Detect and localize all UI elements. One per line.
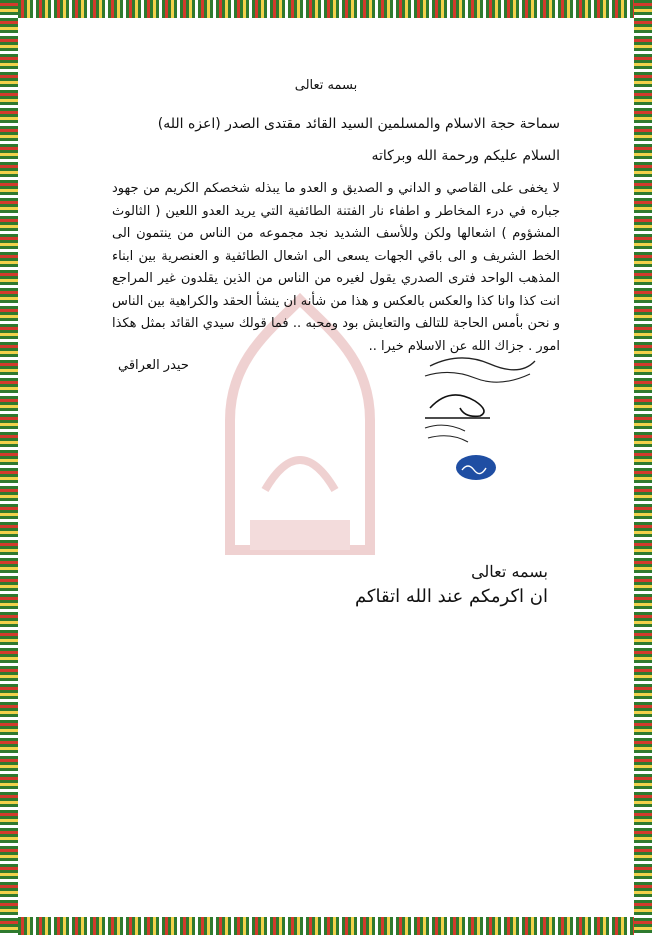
letter-body: لا يخفى على القاصي و الداني و الصديق و العدو ما يبذله شخصكم الكريم من جهود جباره في درء المخاطر و اطفاء نار الفتنة الطائفية التي يريد العدو اللعين ( الثالوث المشؤوم ) اشعالها ولكن وللأسف الشديد نجد مجموعه من الناس من ينتمون الى الخط الشريف و الى باقي الجهات يسعى الى اشعال الطائفية و العنصرية بين ابناء المذهب الواحد فترى الصدري يقول لغيره من الناس من الذين يقلدون غير المراجع انت كذا وانا كذا والعكس بالعكس و هذا من شأنه ان ينشأ الحقد والكراهية بين الناس و نحن بأمس الحاجة للتالف والتعايش بود ومحبه .. فما قولك سيدي القائد بمثل هكذا امور . جزاك الله عن الاسلام خيرا .. — [112, 181, 560, 354]
greeting-line: السلام عليكم ورحمة الله وبركاته — [371, 148, 560, 164]
typed-reply — [288, 560, 548, 610]
addressee-line: سماحة حجة الاسلام والمسلمين السيد القائد مقتدى الصدر (اعزه الله) — [157, 116, 560, 132]
reply-verse: ان اكرمكم عند الله اتقاكم — [354, 586, 548, 607]
decorative-border-left — [0, 0, 18, 935]
office-seal-stamp — [456, 455, 496, 480]
letter-heading: بسمه تعالى — [294, 78, 358, 93]
decorative-border-bottom — [0, 917, 652, 935]
reply-heading: بسمه تعالى — [471, 562, 548, 581]
handwritten-answer-signature — [420, 346, 540, 546]
signer-name: حيدر العراقي — [118, 358, 189, 373]
decorative-border-right — [634, 0, 652, 935]
decorative-border-top — [0, 0, 652, 18]
